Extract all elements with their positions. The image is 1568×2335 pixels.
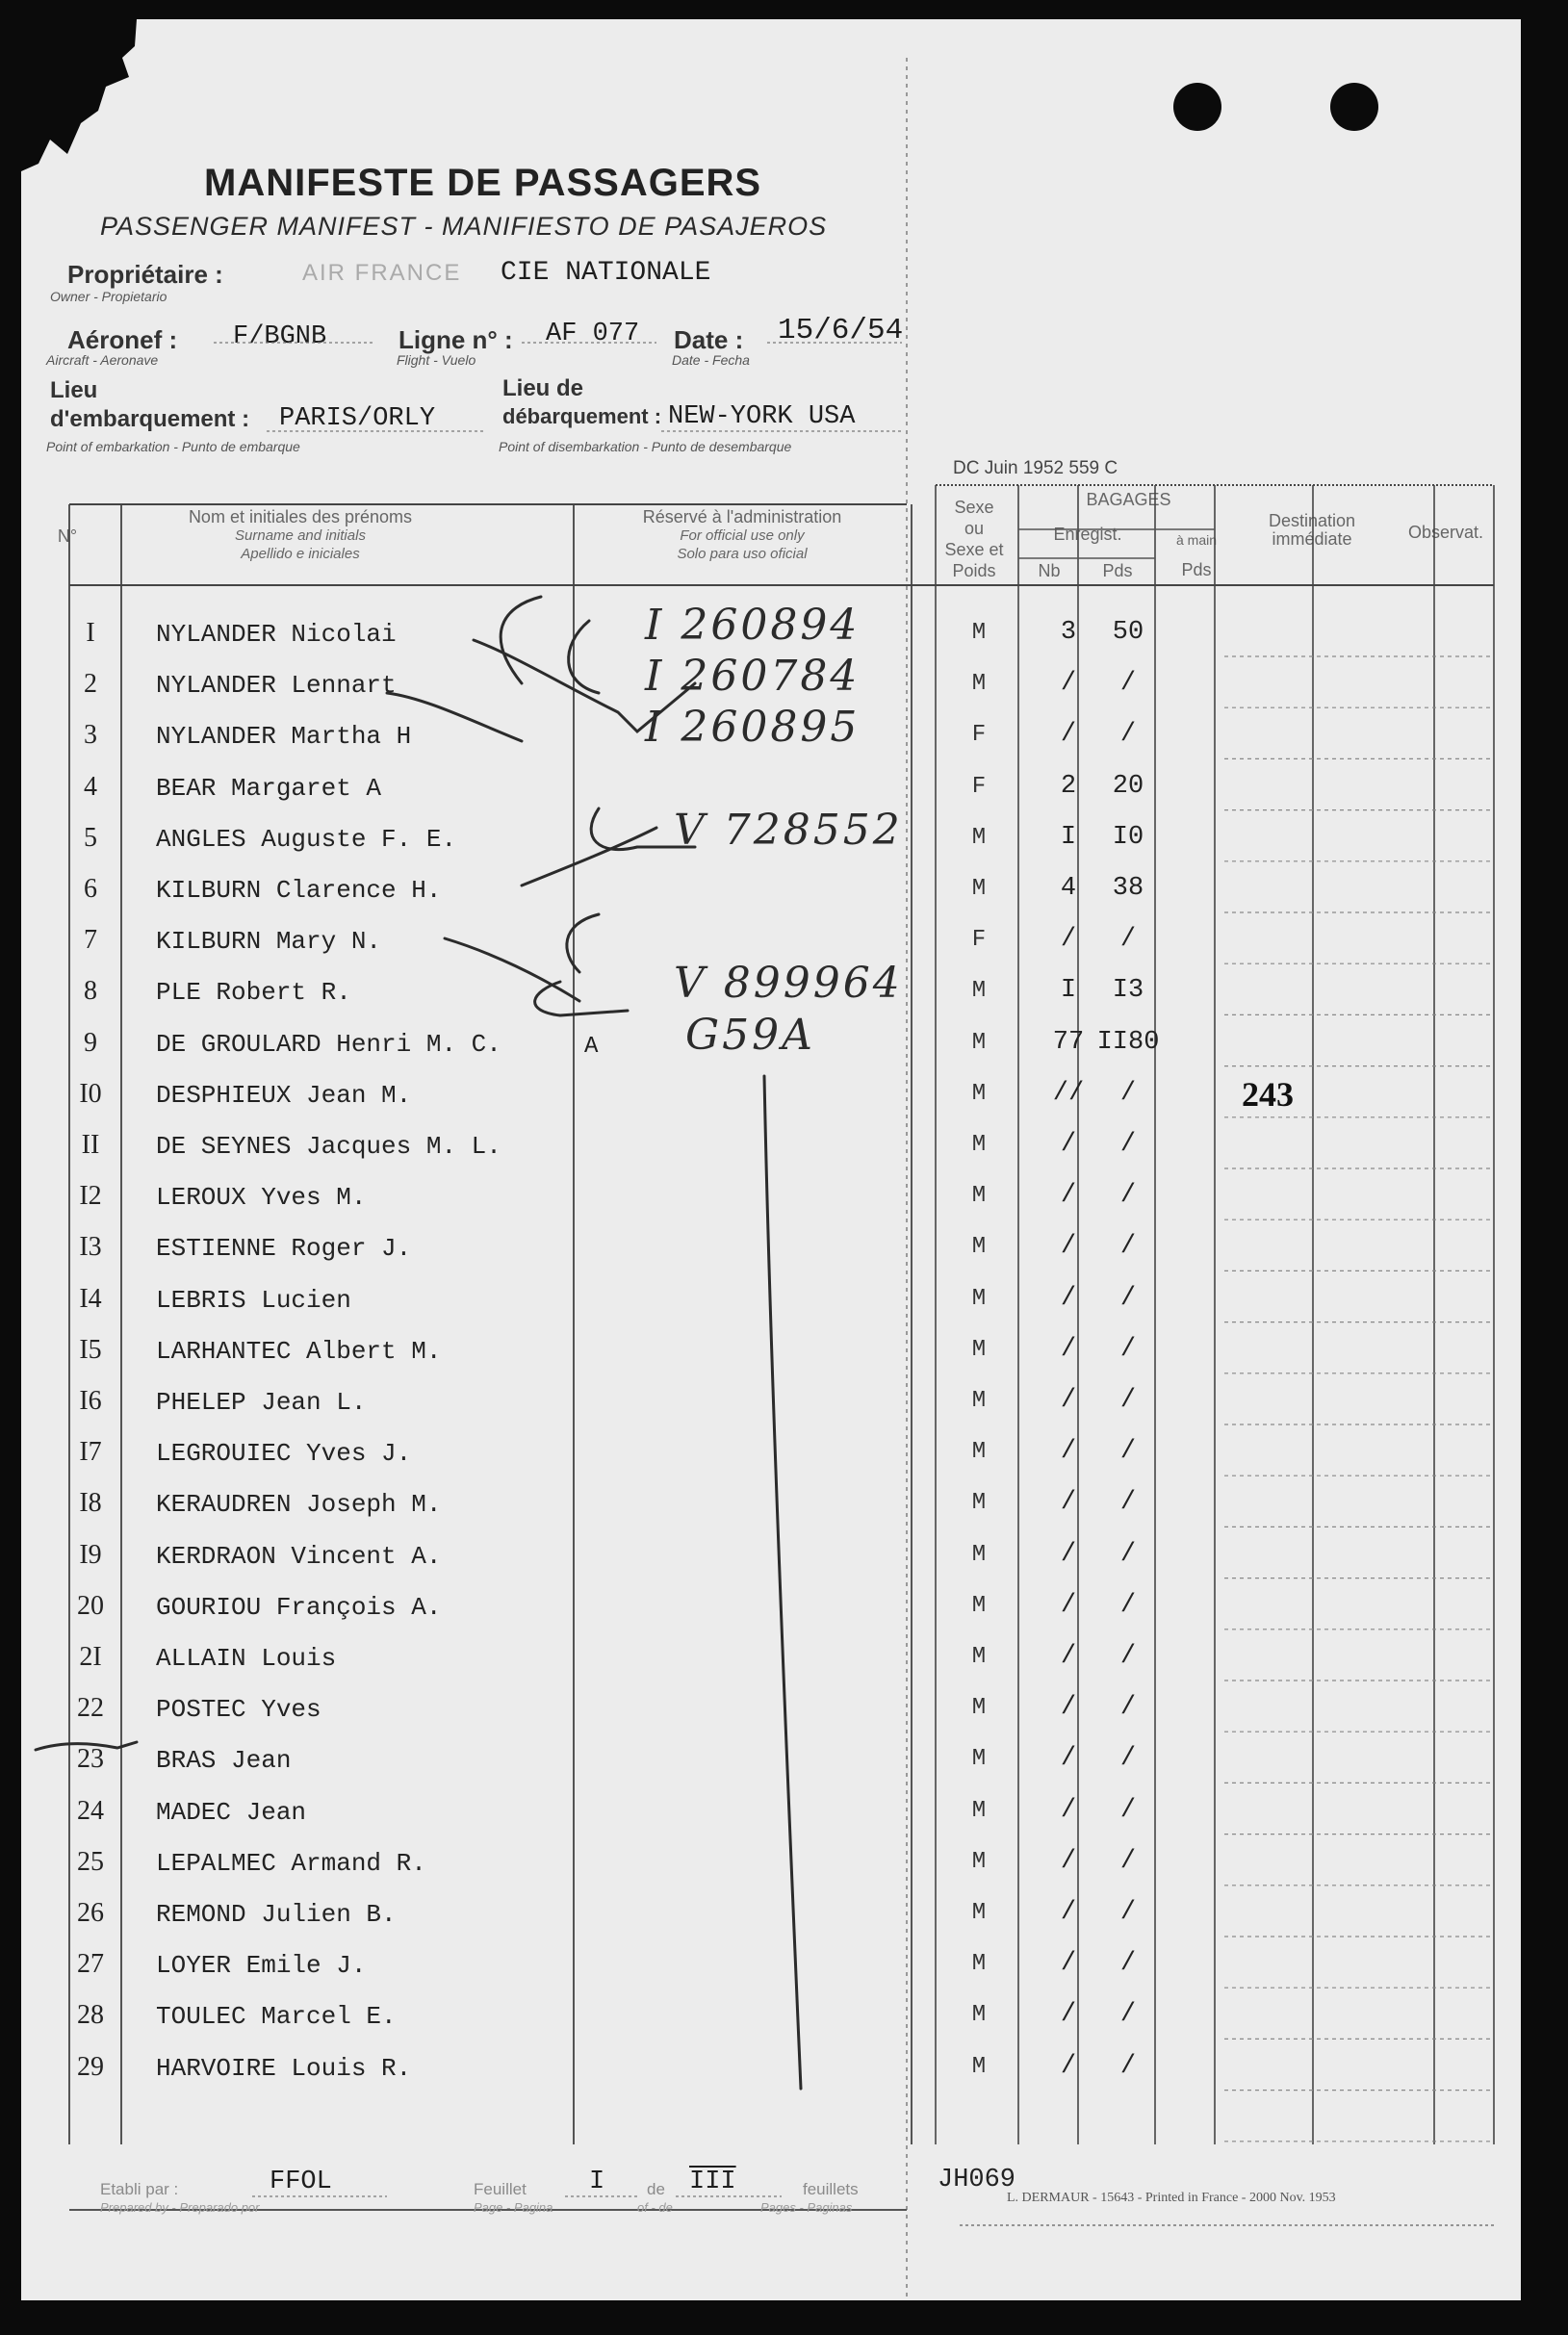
baggage-count: / <box>1060 1846 1077 1876</box>
row-number: I2 <box>79 1181 102 1212</box>
baggage-weight: / <box>1119 2000 1137 2030</box>
row-number: 26 <box>77 1898 104 1928</box>
baggage-count: / <box>1060 2000 1077 2030</box>
baggage-count: / <box>1060 1744 1077 1774</box>
embark-sublabel: Point of embarkation - Punto de embarque <box>46 439 300 454</box>
passenger-sex: F <box>971 722 987 749</box>
prepared-sublabel: Prepared by - Preparado por <box>100 2200 260 2215</box>
flight-sublabel: Flight - Vuelo <box>397 352 476 368</box>
passenger-sex: M <box>971 1080 987 1107</box>
row-number: 28 <box>77 2000 104 2031</box>
printer-imprint: L. DERMAUR - 15643 - Printed in France - 2000 Nov. 1953 <box>1007 2191 1336 2205</box>
passenger-name: BEAR Margaret A <box>156 773 382 803</box>
passenger-name: LOYER Emile J. <box>156 1951 367 1981</box>
owner-label: Propriétaire : <box>67 260 223 289</box>
baggage-weight: / <box>1119 1846 1137 1876</box>
col-sex-line1: Sexe <box>954 498 994 517</box>
baggage-weight: / <box>1119 1949 1137 1979</box>
row-number: I3 <box>79 1232 102 1263</box>
baggage-weight: / <box>1119 1795 1137 1825</box>
passenger-name: GOURIOU François A. <box>156 1592 442 1622</box>
passenger-name: LEROUX Yves M. <box>156 1183 367 1213</box>
baggage-weight: / <box>1119 2051 1137 2081</box>
passenger-sex: M <box>971 2002 987 2029</box>
prepared-label: Etabli par : <box>100 2180 179 2198</box>
passenger-name: NYLANDER Martha H <box>156 722 412 752</box>
baggage-weight: / <box>1119 1232 1137 1262</box>
baggage-weight: II80 <box>1096 1027 1160 1057</box>
of-sublabel: of - de <box>637 2200 673 2215</box>
baggage-weight: I3 <box>1112 976 1144 1006</box>
baggage-count: / <box>1060 1437 1077 1467</box>
baggage-weight: I0 <box>1112 822 1144 852</box>
baggage-count: / <box>1060 925 1077 955</box>
row-number: 25 <box>77 1846 104 1877</box>
baggage-count: / <box>1060 1795 1077 1825</box>
passenger-name: BRAS Jean <box>156 1746 292 1776</box>
baggage-weight: / <box>1119 1744 1137 1774</box>
passenger-name: DESPHIEUX Jean M. <box>156 1080 412 1110</box>
passenger-name: KILBURN Mary N. <box>156 927 382 957</box>
baggage-weight: / <box>1119 1130 1137 1159</box>
col-bagages-header: BAGAGES <box>1086 490 1171 509</box>
admin-handwritten-number: V 728552 <box>674 805 903 855</box>
col-name-line1: Nom et initiales des prénoms <box>188 507 413 526</box>
aircraft-value: F/BGNB <box>233 322 327 351</box>
col-dest-line1: Destination <box>1268 511 1356 530</box>
col-sex-line3: Sexe et <box>944 540 1004 559</box>
baggage-count: / <box>1060 669 1077 699</box>
passenger-sex: M <box>971 1848 987 1875</box>
admin-handwritten-number: I 260895 <box>645 703 861 753</box>
passenger-sex: M <box>971 1234 987 1261</box>
baggage-weight: / <box>1119 1181 1137 1211</box>
passenger-name: LEGROUIEC Yves J. <box>156 1439 412 1469</box>
passenger-sex: M <box>971 1285 987 1312</box>
passenger-sex: M <box>971 620 987 646</box>
row-number: I5 <box>79 1334 102 1365</box>
baggage-count: / <box>1060 1949 1077 1979</box>
date-value: 15/6/54 <box>778 314 904 347</box>
baggage-count: / <box>1060 1590 1077 1620</box>
row-number: I <box>86 618 95 648</box>
owner-typed: CIE NATIONALE <box>501 258 711 288</box>
passenger-sex: M <box>971 1336 987 1363</box>
baggage-count: / <box>1060 1130 1077 1159</box>
passenger-sex: F <box>971 927 987 954</box>
destination-total: 243 <box>1242 1075 1294 1114</box>
passenger-sex: M <box>971 2053 987 2080</box>
baggage-weight: / <box>1119 1898 1137 1927</box>
flight-value: AF 077 <box>546 320 640 348</box>
passenger-sex: M <box>971 671 987 698</box>
pages-sublabel: Pages - Paginas <box>760 2200 853 2215</box>
embark-label-1: Lieu <box>50 377 98 403</box>
col-a-main-line2: Pds <box>1181 560 1212 579</box>
baggage-weight: / <box>1119 1334 1137 1364</box>
baggage-count: / <box>1060 1488 1077 1518</box>
col-admin-line3: Solo para uso oficial <box>677 546 808 562</box>
passenger-name: LEPALMEC Armand R. <box>156 1848 426 1878</box>
passenger-sex: M <box>971 1746 987 1773</box>
row-number: 9 <box>84 1027 97 1058</box>
row-number: 4 <box>84 771 97 802</box>
disembark-label-1: Lieu de <box>502 375 584 401</box>
manifest-title: MANIFESTE DE PASSAGERS <box>204 162 762 204</box>
row-number: 29 <box>77 2051 104 2082</box>
owner-printed: AIR FRANCE <box>302 260 462 286</box>
passenger-name: LEBRIS Lucien <box>156 1285 351 1315</box>
row-number: II <box>81 1130 100 1160</box>
col-name-line2: Surname and initials <box>235 527 366 544</box>
passenger-name: KERAUDREN Joseph M. <box>156 1490 442 1520</box>
pages-label: feuillets <box>803 2180 859 2198</box>
total-pages-value: $\overline{III}$ <box>689 2168 736 2196</box>
passenger-name: TOULEC Marcel E. <box>156 2002 397 2032</box>
row-number: I7 <box>79 1437 102 1468</box>
passenger-sex: M <box>971 876 987 902</box>
row-number: 8 <box>84 976 97 1007</box>
col-dest-line2: immédiate <box>1272 529 1352 549</box>
col-pds-header: Pds <box>1102 561 1133 580</box>
passenger-sex: M <box>971 1183 987 1210</box>
row-number: I4 <box>79 1283 102 1314</box>
col-enregist-header: Enregist. <box>1053 525 1122 544</box>
col-a-main-line1: à main <box>1175 532 1218 548</box>
baggage-count: 4 <box>1060 874 1077 903</box>
baggage-count: // <box>1052 1078 1085 1108</box>
baggage-weight: 50 <box>1112 618 1144 647</box>
passenger-sex: F <box>971 773 987 800</box>
passenger-sex: M <box>971 1439 987 1466</box>
baggage-weight: / <box>1119 925 1137 955</box>
handwritten-checkmarks <box>21 19 1521 2300</box>
passenger-name: KILBURN Clarence H. <box>156 876 442 905</box>
row-number: I8 <box>79 1488 102 1519</box>
row-number: 23 <box>77 1744 104 1775</box>
row-number: 22 <box>77 1693 104 1724</box>
owner-sublabel: Owner - Propietario <box>50 289 167 304</box>
passenger-name: REMOND Julien B. <box>156 1900 397 1929</box>
baggage-weight: / <box>1119 1437 1137 1467</box>
row-number: 5 <box>84 822 97 853</box>
page-sublabel: Page - Pagina <box>474 2200 553 2215</box>
baggage-count: / <box>1060 1539 1077 1569</box>
baggage-count: I <box>1060 822 1077 852</box>
passenger-name: NYLANDER Lennart <box>156 671 397 701</box>
baggage-count: / <box>1060 1386 1077 1415</box>
passenger-name: MADEC Jean <box>156 1797 307 1827</box>
col-sex-line2: ou <box>964 519 985 538</box>
baggage-count: 77 <box>1052 1027 1085 1057</box>
baggage-weight: / <box>1119 1386 1137 1415</box>
page-value: I <box>589 2168 605 2196</box>
baggage-count: / <box>1060 1283 1077 1313</box>
baggage-weight: / <box>1119 1539 1137 1569</box>
row-number: 20 <box>77 1590 104 1621</box>
baggage-count: / <box>1060 720 1077 750</box>
passenger-name: POSTEC Yves <box>156 1695 321 1725</box>
stamp-number: JH069 <box>938 2166 1016 2194</box>
baggage-count: / <box>1060 2051 1077 2081</box>
row-number: I0 <box>79 1078 102 1109</box>
passenger-sex: M <box>971 1951 987 1978</box>
passenger-sex: M <box>971 1541 987 1568</box>
row-number: 2 <box>84 669 97 700</box>
passenger-sex: M <box>971 824 987 851</box>
row-number: I9 <box>79 1539 102 1570</box>
embark-value: PARIS/ORLY <box>279 404 436 433</box>
manifest-page <box>21 19 1521 2300</box>
row-number: 3 <box>84 720 97 751</box>
passenger-name: PHELEP Jean L. <box>156 1388 367 1417</box>
baggage-count: / <box>1060 1642 1077 1671</box>
disembark-label-2: débarquement : <box>502 404 662 428</box>
baggage-weight: 38 <box>1112 874 1144 903</box>
baggage-weight: 20 <box>1112 771 1144 801</box>
passenger-sex: M <box>971 1029 987 1056</box>
passenger-sex: M <box>971 1490 987 1517</box>
passenger-sex: M <box>971 978 987 1005</box>
row-number: 27 <box>77 1949 104 1980</box>
row-number: 6 <box>84 874 97 904</box>
col-observ-header: Observat. <box>1407 523 1484 542</box>
passenger-sex: M <box>971 1644 987 1670</box>
passenger-sex: M <box>971 1388 987 1414</box>
col-sex-line4: Poids <box>952 561 996 580</box>
disembark-sublabel: Point of disembarkation - Punto de desembarque <box>499 439 792 454</box>
col-admin-line2: For official use only <box>680 527 805 544</box>
baggage-count: 3 <box>1060 618 1077 647</box>
baggage-weight: / <box>1119 1078 1137 1108</box>
baggage-weight: / <box>1119 1590 1137 1620</box>
baggage-weight: / <box>1119 669 1137 699</box>
baggage-weight: / <box>1119 1642 1137 1671</box>
row-number: I6 <box>79 1386 102 1416</box>
baggage-weight: / <box>1119 1488 1137 1518</box>
passenger-sex: M <box>971 1900 987 1926</box>
prepared-value: FFOL <box>270 2168 332 2196</box>
passenger-sex: M <box>971 1132 987 1158</box>
admin-mark-row9: A <box>584 1034 599 1060</box>
flight-label: Ligne n° : <box>398 325 513 354</box>
col-admin-line1: Réservé à l'administration <box>642 507 842 526</box>
baggage-count: / <box>1060 1898 1077 1927</box>
admin-handwritten-number: G59A <box>685 1010 815 1060</box>
admin-handwritten-number: V 899964 <box>674 959 903 1009</box>
row-number: 2I <box>79 1642 102 1672</box>
passenger-name: ESTIENNE Roger J. <box>156 1234 412 1264</box>
admin-handwritten-number: I 260784 <box>645 652 861 702</box>
row-number: 7 <box>84 925 97 956</box>
passenger-name: PLE Robert R. <box>156 978 351 1008</box>
baggage-count: 2 <box>1060 771 1077 801</box>
date-label: Date : <box>674 325 744 354</box>
embark-label-2: d'embarquement : <box>50 406 250 432</box>
passenger-name: ALLAIN Louis <box>156 1644 337 1673</box>
passenger-name: NYLANDER Nicolai <box>156 620 397 649</box>
baggage-count: / <box>1060 1181 1077 1211</box>
of-label: de <box>647 2180 665 2198</box>
row-number: 24 <box>77 1795 104 1826</box>
col-no-header: N° <box>57 526 78 546</box>
baggage-weight: / <box>1119 1283 1137 1313</box>
col-nb-header: Nb <box>1038 561 1061 580</box>
col-name-line3: Apellido e iniciales <box>241 546 360 562</box>
baggage-count: / <box>1060 1232 1077 1262</box>
aircraft-sublabel: Aircraft - Aeronave <box>46 352 159 368</box>
passenger-name: KERDRAON Vincent A. <box>156 1541 442 1571</box>
passenger-name: ANGLES Auguste F. E. <box>156 824 457 854</box>
baggage-count: / <box>1060 1334 1077 1364</box>
passenger-sex: M <box>971 1695 987 1722</box>
passenger-sex: M <box>971 1797 987 1824</box>
passenger-name: LARHANTEC Albert M. <box>156 1336 442 1366</box>
baggage-weight: / <box>1119 720 1137 750</box>
page-label: Feuillet <box>474 2180 527 2198</box>
passenger-name: HARVOIRE Louis R. <box>156 2053 412 2083</box>
baggage-weight: / <box>1119 1693 1137 1723</box>
disembark-value: NEW-YORK USA <box>668 402 856 431</box>
passenger-sex: M <box>971 1592 987 1619</box>
manifest-subtitle: PASSENGER MANIFEST - MANIFIESTO DE PASAJEROS <box>100 212 828 241</box>
passenger-name: DE GROULARD Henri M. C. <box>156 1029 501 1059</box>
passenger-name: DE SEYNES Jacques M. L. <box>156 1132 501 1161</box>
baggage-count: / <box>1060 1693 1077 1723</box>
date-sublabel: Date - Fecha <box>672 352 750 368</box>
admin-handwritten-number: I 260894 <box>645 601 861 650</box>
baggage-count: I <box>1060 976 1077 1006</box>
aircraft-label: Aéronef : <box>67 325 178 354</box>
form-reference: DC Juin 1952 559 C <box>953 458 1118 478</box>
